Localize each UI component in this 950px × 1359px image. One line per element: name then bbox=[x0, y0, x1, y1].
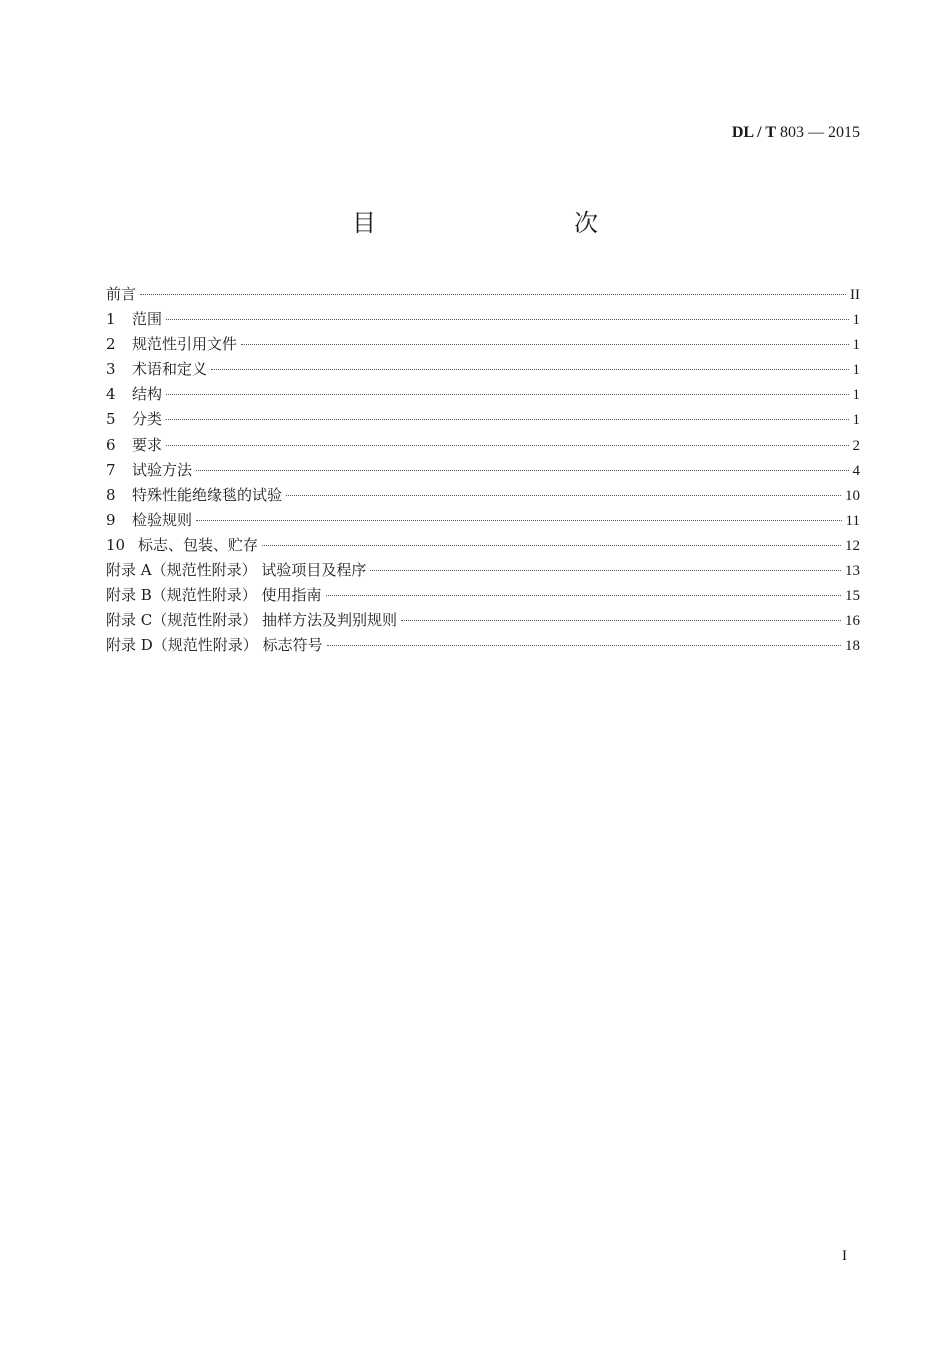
toc-entry-label: 特殊性能绝缘毯的试验 bbox=[132, 485, 283, 504]
toc-entry-label: 结构 bbox=[132, 385, 163, 404]
toc-entry-number: 7 bbox=[106, 460, 116, 479]
toc-entry-8[interactable] bbox=[106, 484, 860, 509]
toc-entry-label: 附录 D（规范性附录） 标志符号 bbox=[106, 636, 323, 655]
toc-leader-dots bbox=[262, 545, 841, 546]
toc-entry-number: 4 bbox=[106, 385, 116, 404]
toc-entry-7[interactable] bbox=[106, 459, 860, 484]
toc-leader-dots bbox=[196, 470, 848, 471]
table-of-contents bbox=[106, 283, 860, 659]
toc-entry-label: 检验规则 bbox=[132, 510, 193, 529]
toc-entry-label: 范围 bbox=[132, 310, 163, 329]
toc-entry-number: 1 bbox=[106, 310, 116, 329]
toc-leader-dots bbox=[166, 394, 848, 395]
toc-entry-number: 3 bbox=[106, 360, 116, 379]
toc-leader-dots bbox=[241, 344, 848, 345]
toc-entry-label: 规范性引用文件 bbox=[132, 335, 238, 354]
toc-title: 目 次 bbox=[352, 209, 648, 237]
toc-entry-label: 分类 bbox=[132, 410, 163, 429]
toc-entry-page: 16 bbox=[845, 613, 860, 630]
toc-leader-dots bbox=[401, 620, 841, 621]
document-code-prefix: DL / T bbox=[731, 124, 776, 141]
toc-leader-dots bbox=[166, 319, 848, 320]
toc-entry-1[interactable] bbox=[106, 308, 860, 333]
toc-entry-number: 9 bbox=[106, 510, 116, 529]
toc-leader-dots bbox=[327, 645, 841, 646]
toc-entry-page: 10 bbox=[845, 487, 860, 504]
toc-entry-2[interactable] bbox=[106, 333, 860, 358]
toc-entry-page: 1 bbox=[852, 337, 860, 354]
toc-entry-label: 标志、包装、贮存 bbox=[138, 535, 259, 554]
page-number: I bbox=[842, 1248, 847, 1264]
document-code-suffix: 803 — 2015 bbox=[780, 124, 860, 141]
toc-entry-number: 6 bbox=[106, 435, 116, 454]
toc-entry-page: 1 bbox=[852, 412, 860, 429]
toc-entry-page: 1 bbox=[852, 387, 860, 404]
toc-entry-page: 2 bbox=[852, 437, 860, 454]
toc-entry-page: 1 bbox=[852, 312, 860, 329]
toc-entry-label: 附录 C（规范性附录） 抽样方法及判别规则 bbox=[106, 611, 398, 630]
toc-entry-label: 要求 bbox=[132, 435, 163, 454]
toc-entry-number: 10 bbox=[106, 535, 126, 554]
toc-leader-dots bbox=[140, 294, 846, 295]
toc-entry-appendix-c[interactable] bbox=[106, 609, 860, 634]
toc-entry-label: 前言 bbox=[106, 285, 137, 303]
toc-entry-page: 18 bbox=[845, 638, 860, 655]
toc-leader-dots bbox=[211, 369, 848, 370]
toc-entry-appendix-a[interactable] bbox=[106, 559, 860, 584]
toc-entry-4[interactable] bbox=[106, 383, 860, 408]
toc-entry-page: 4 bbox=[852, 462, 860, 479]
toc-entry-page: II bbox=[850, 287, 860, 303]
toc-leader-dots bbox=[166, 445, 848, 446]
toc-entry-label: 附录 B（规范性附录） 使用指南 bbox=[106, 586, 322, 605]
toc-entry-appendix-b[interactable] bbox=[106, 584, 860, 609]
toc-entry-5[interactable] bbox=[106, 408, 860, 433]
toc-entry-6[interactable] bbox=[106, 434, 860, 459]
toc-entry-number: 2 bbox=[106, 335, 116, 354]
toc-entry-number: 5 bbox=[106, 410, 116, 429]
toc-entry-page: 11 bbox=[845, 512, 860, 529]
document-code bbox=[732, 124, 860, 142]
toc-entry-9[interactable] bbox=[106, 509, 860, 534]
toc-entry-10[interactable] bbox=[106, 534, 860, 559]
toc-entry-page: 15 bbox=[845, 588, 860, 605]
toc-entry-page: 1 bbox=[852, 362, 860, 379]
toc-entry-label: 试验方法 bbox=[132, 460, 193, 479]
toc-entry-3[interactable] bbox=[106, 358, 860, 383]
toc-entry-page: 12 bbox=[845, 537, 860, 554]
toc-entry-page: 13 bbox=[845, 563, 860, 580]
toc-entry-appendix-d[interactable] bbox=[106, 634, 860, 659]
toc-leader-dots bbox=[196, 520, 842, 521]
toc-entry-number: 8 bbox=[106, 485, 116, 504]
toc-leader-dots bbox=[370, 570, 841, 571]
toc-entry-label: 术语和定义 bbox=[132, 360, 208, 379]
toc-leader-dots bbox=[326, 595, 841, 596]
toc-leader-dots bbox=[166, 419, 848, 420]
toc-leader-dots bbox=[286, 495, 841, 496]
toc-entry-label: 附录 A（规范性附录） 试验项目及程序 bbox=[106, 561, 367, 580]
toc-entry-foreword[interactable] bbox=[106, 283, 860, 308]
